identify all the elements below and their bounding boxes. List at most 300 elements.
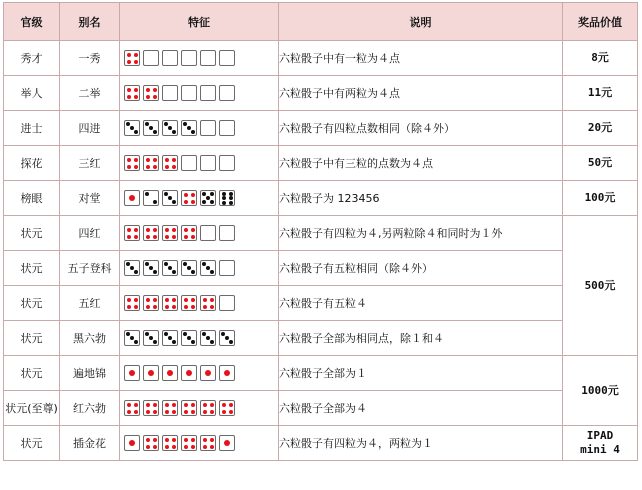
die-four-icon [200,400,216,416]
die-pip [153,200,157,204]
die-three-icon [162,120,178,136]
die-pip [210,298,214,302]
table-row [4,181,638,216]
die-pip [191,305,195,309]
die-three-icon [200,330,216,346]
prize-line: IPAD [586,429,614,442]
die-pip [127,228,131,232]
die-pip [172,165,176,169]
description-cell: 六粒骰子有四粒点数相同（除４外） [279,111,563,146]
die-pip [129,370,135,376]
die-one-icon [219,435,235,451]
die-pip [224,370,230,376]
die-four-icon [181,435,197,451]
alias-cell: 五红 [60,286,120,321]
description-cell: 六粒骰子有五粒４ [279,286,563,321]
die-blank-icon [200,50,216,66]
die-pip [153,158,157,162]
die-pip [205,370,211,376]
die-pip [172,305,176,309]
table-row [4,76,638,111]
description-cell: 六粒骰子中有三粒的点数为４点 [279,146,563,181]
die-pip [172,228,176,232]
die-pip [172,403,176,407]
description-cell: 六粒骰子有四粒为４,另两粒除４和同时为１外 [279,216,563,251]
die-pip [145,332,149,336]
die-pip [153,298,157,302]
dice-group [120,260,278,276]
die-pip [127,305,131,309]
die-pip [153,305,157,309]
die-pip [191,298,195,302]
die-pip [149,266,153,270]
die-three-icon [181,120,197,136]
die-four-icon [143,400,159,416]
die-pip [134,228,138,232]
feature-cell [120,111,279,146]
die-three-icon [162,190,178,206]
die-blank-icon [181,85,197,101]
die-blank-icon [219,260,235,276]
die-pip [165,165,169,169]
die-pip [184,235,188,239]
table-row [4,251,638,286]
die-pip [126,262,130,266]
die-pip [222,410,226,414]
description-cell: 六粒骰子为 123456 [279,181,563,216]
die-pip [210,200,214,204]
die-one-icon [143,365,159,381]
die-pip [134,60,138,64]
feature-cell [120,286,279,321]
die-pip [134,165,138,169]
feature-cell [120,146,279,181]
die-pip [165,403,169,407]
die-pip [127,88,131,92]
table-row [4,111,638,146]
die-pip [165,228,169,232]
die-three-icon [143,260,159,276]
die-pip [153,438,157,442]
die-pip [164,332,168,336]
die-pip [191,270,195,274]
rank-cell: 榜眼 [4,181,60,216]
die-pip [134,130,138,134]
die-pip [172,235,176,239]
feature-cell [120,426,279,461]
dice-group [120,120,278,136]
die-blank-icon [219,295,235,311]
die-pip [172,130,176,134]
die-blank-icon [219,85,235,101]
description-cell: 六粒骰子全部为１ [279,356,563,391]
die-pip [145,192,149,196]
die-four-icon [162,225,178,241]
die-four-icon [181,225,197,241]
die-four-icon [124,295,140,311]
die-pip [184,200,188,204]
die-four-icon [143,295,159,311]
die-pip [222,192,226,196]
die-pip [146,165,150,169]
die-pip [210,410,214,414]
die-pip [164,192,168,196]
die-blank-icon [162,85,178,101]
die-pip [146,403,150,407]
header-description: 说明 [279,3,563,41]
die-pip [184,410,188,414]
die-pip [127,158,131,162]
die-pip [134,235,138,239]
die-pip [191,200,195,204]
table-row [4,391,638,426]
feature-cell [120,321,279,356]
die-blank-icon [200,155,216,171]
die-four-icon [162,435,178,451]
die-pip [225,336,229,340]
die-pip [168,196,172,200]
feature-cell [120,181,279,216]
table-row [4,216,638,251]
die-pip [130,266,134,270]
die-pip [183,122,187,126]
rank-cell: 状元 [4,321,60,356]
die-pip [229,403,233,407]
die-pip [127,298,131,302]
die-pip [168,336,172,340]
feature-cell [120,391,279,426]
die-three-icon [219,330,235,346]
die-five-icon [200,190,216,206]
die-pip [134,305,138,309]
die-three-icon [162,330,178,346]
die-pip [203,403,207,407]
die-pip [134,270,138,274]
die-four-icon [124,85,140,101]
die-pip [146,445,150,449]
die-pip [210,445,214,449]
description-cell: 六粒骰子有四粒为４，两粒为１ [279,426,563,461]
prize-cell: 11元 [563,76,638,111]
die-blank-icon [200,225,216,241]
die-pip [172,298,176,302]
die-three-icon [143,330,159,346]
die-pip [210,340,214,344]
die-pip [146,298,150,302]
die-four-icon [143,435,159,451]
die-pip [129,440,135,446]
die-pip [187,266,191,270]
die-one-icon [181,365,197,381]
alias-cell: 对堂 [60,181,120,216]
die-pip [191,235,195,239]
die-three-icon [200,260,216,276]
die-pip [126,332,130,336]
die-pip [153,445,157,449]
die-pip [146,88,150,92]
description-cell: 六粒骰子全部为相同点，除１和４ [279,321,563,356]
die-one-icon [124,190,140,206]
die-pip [184,445,188,449]
alias-cell: 四红 [60,216,120,251]
die-pip [210,438,214,442]
die-pip [127,410,131,414]
die-pip [146,235,150,239]
die-pip [210,270,214,274]
die-pip [127,53,131,57]
prize-line: mini 4 [580,443,620,456]
header-rank: 官级 [4,3,60,41]
die-four-icon [219,400,235,416]
die-three-icon [124,330,140,346]
alias-cell: 三红 [60,146,120,181]
die-pip [187,336,191,340]
die-pip [165,298,169,302]
die-pip [129,195,135,201]
die-pip [127,403,131,407]
die-pip [127,95,131,99]
feature-cell [120,76,279,111]
rank-cell: 状元 [4,426,60,461]
die-pip [206,266,210,270]
die-pip [130,126,134,130]
die-four-icon [143,85,159,101]
die-pip [127,235,131,239]
dice-group [120,295,278,311]
die-pip [134,403,138,407]
die-pip [202,332,206,336]
dice-group [120,225,278,241]
die-pip [130,336,134,340]
die-four-icon [162,155,178,171]
alias-cell: 四进 [60,111,120,146]
die-four-icon [124,225,140,241]
die-pip [149,126,153,130]
die-pip [153,95,157,99]
die-pip [191,340,195,344]
die-four-icon [181,295,197,311]
die-pip [191,228,195,232]
prize-cell-merged: 500元 [563,216,638,356]
rank-cell: 状元 [4,356,60,391]
die-pip [224,440,230,446]
description-cell: 六粒骰子有五粒相同（除４外） [279,251,563,286]
die-pip [134,410,138,414]
die-pip [168,266,172,270]
feature-cell [120,216,279,251]
die-pip [203,305,207,309]
die-blank-icon [143,50,159,66]
die-pip [210,192,214,196]
die-pip [229,201,233,205]
die-pip [145,262,149,266]
die-pip [229,196,233,200]
alias-cell: 五子登科 [60,251,120,286]
table-row [4,321,638,356]
die-pip [172,410,176,414]
die-pip [202,200,206,204]
alias-cell: 黑六勃 [60,321,120,356]
die-pip [134,53,138,57]
die-pip [229,410,233,414]
die-four-icon [181,190,197,206]
die-pip [145,122,149,126]
die-three-icon [181,260,197,276]
die-pip [172,445,176,449]
die-pip [191,410,195,414]
die-four-icon [200,435,216,451]
die-blank-icon [181,155,197,171]
prize-cell: 50元 [563,146,638,181]
die-pip [229,192,233,196]
die-pip [153,235,157,239]
die-pip [186,370,192,376]
die-pip [153,270,157,274]
rank-cell: 举人 [4,76,60,111]
die-four-icon [124,155,140,171]
dice-group [120,85,278,101]
die-pip [165,235,169,239]
die-pip [222,403,226,407]
die-pip [153,88,157,92]
rank-cell: 探花 [4,146,60,181]
die-pip [126,122,130,126]
die-four-icon [124,400,140,416]
die-pip [172,200,176,204]
die-blank-icon [200,85,216,101]
die-pip [164,262,168,266]
die-blank-icon [219,120,235,136]
die-pip [187,126,191,130]
die-three-icon [143,120,159,136]
die-three-icon [124,120,140,136]
die-pip [127,165,131,169]
prize-cell: 20元 [563,111,638,146]
die-pip [146,410,150,414]
die-pip [149,336,153,340]
die-pip [222,196,226,200]
rank-cell: 秀才 [4,41,60,76]
die-four-icon [200,295,216,311]
dice-group [120,50,278,66]
die-pip [202,192,206,196]
prize-cell-merged: 1000元 [563,356,638,426]
die-pip [221,332,225,336]
alias-cell: 二举 [60,76,120,111]
description-cell: 六粒骰子全部为４ [279,391,563,426]
die-pip [184,438,188,442]
die-pip [210,305,214,309]
die-pip [153,165,157,169]
feature-cell [120,41,279,76]
die-blank-icon [181,50,197,66]
die-pip [191,193,195,197]
die-one-icon [124,365,140,381]
die-pip [153,403,157,407]
die-pip [134,340,138,344]
die-pip [134,298,138,302]
die-four-icon [124,50,140,66]
die-pip [167,370,173,376]
alias-cell: 红六勃 [60,391,120,426]
die-pip [165,445,169,449]
die-pip [153,130,157,134]
die-pip [184,228,188,232]
alias-cell: 插金花 [60,426,120,461]
die-four-icon [143,155,159,171]
die-pip [172,438,176,442]
die-pip [203,410,207,414]
die-pip [165,158,169,162]
die-blank-icon [219,155,235,171]
table-row [4,426,638,461]
die-pip [203,298,207,302]
die-pip [183,262,187,266]
header-row [4,3,638,41]
dice-rules-table [3,2,638,461]
prize-cell: 100元 [563,181,638,216]
die-pip [191,130,195,134]
die-pip [203,438,207,442]
die-pip [206,336,210,340]
die-three-icon [162,260,178,276]
header-prize: 奖品价值 [563,3,638,41]
die-pip [146,438,150,442]
die-pip [146,95,150,99]
table-row [4,286,638,321]
alias-cell: 遍地锦 [60,356,120,391]
die-pip [165,305,169,309]
table-row [4,356,638,391]
die-pip [172,270,176,274]
die-pip [229,340,233,344]
die-pip [202,262,206,266]
table-row [4,41,638,76]
die-pip [134,95,138,99]
die-blank-icon [219,50,235,66]
die-pip [203,445,207,449]
dice-group [120,155,278,171]
dice-group [120,400,278,416]
dice-group [120,435,278,451]
die-four-icon [162,400,178,416]
die-pip [146,228,150,232]
header-alias: 别名 [60,3,120,41]
die-pip [206,196,210,200]
prize-cell-ipad [563,426,638,461]
die-pip [184,305,188,309]
die-pip [146,305,150,309]
die-pip [183,332,187,336]
rank-cell: 状元 [4,286,60,321]
rank-cell: 状元(至尊) [4,391,60,426]
rank-cell: 状元 [4,251,60,286]
die-pip [184,193,188,197]
die-pip [153,228,157,232]
die-two-icon [143,190,159,206]
die-pip [127,60,131,64]
die-pip [191,438,195,442]
feature-cell [120,251,279,286]
die-pip [164,122,168,126]
die-one-icon [200,365,216,381]
die-pip [165,438,169,442]
description-cell: 六粒骰子中有两粒为４点 [279,76,563,111]
rank-cell: 进士 [4,111,60,146]
die-one-icon [219,365,235,381]
die-pip [191,445,195,449]
description-cell: 六粒骰子中有一粒为４点 [279,41,563,76]
